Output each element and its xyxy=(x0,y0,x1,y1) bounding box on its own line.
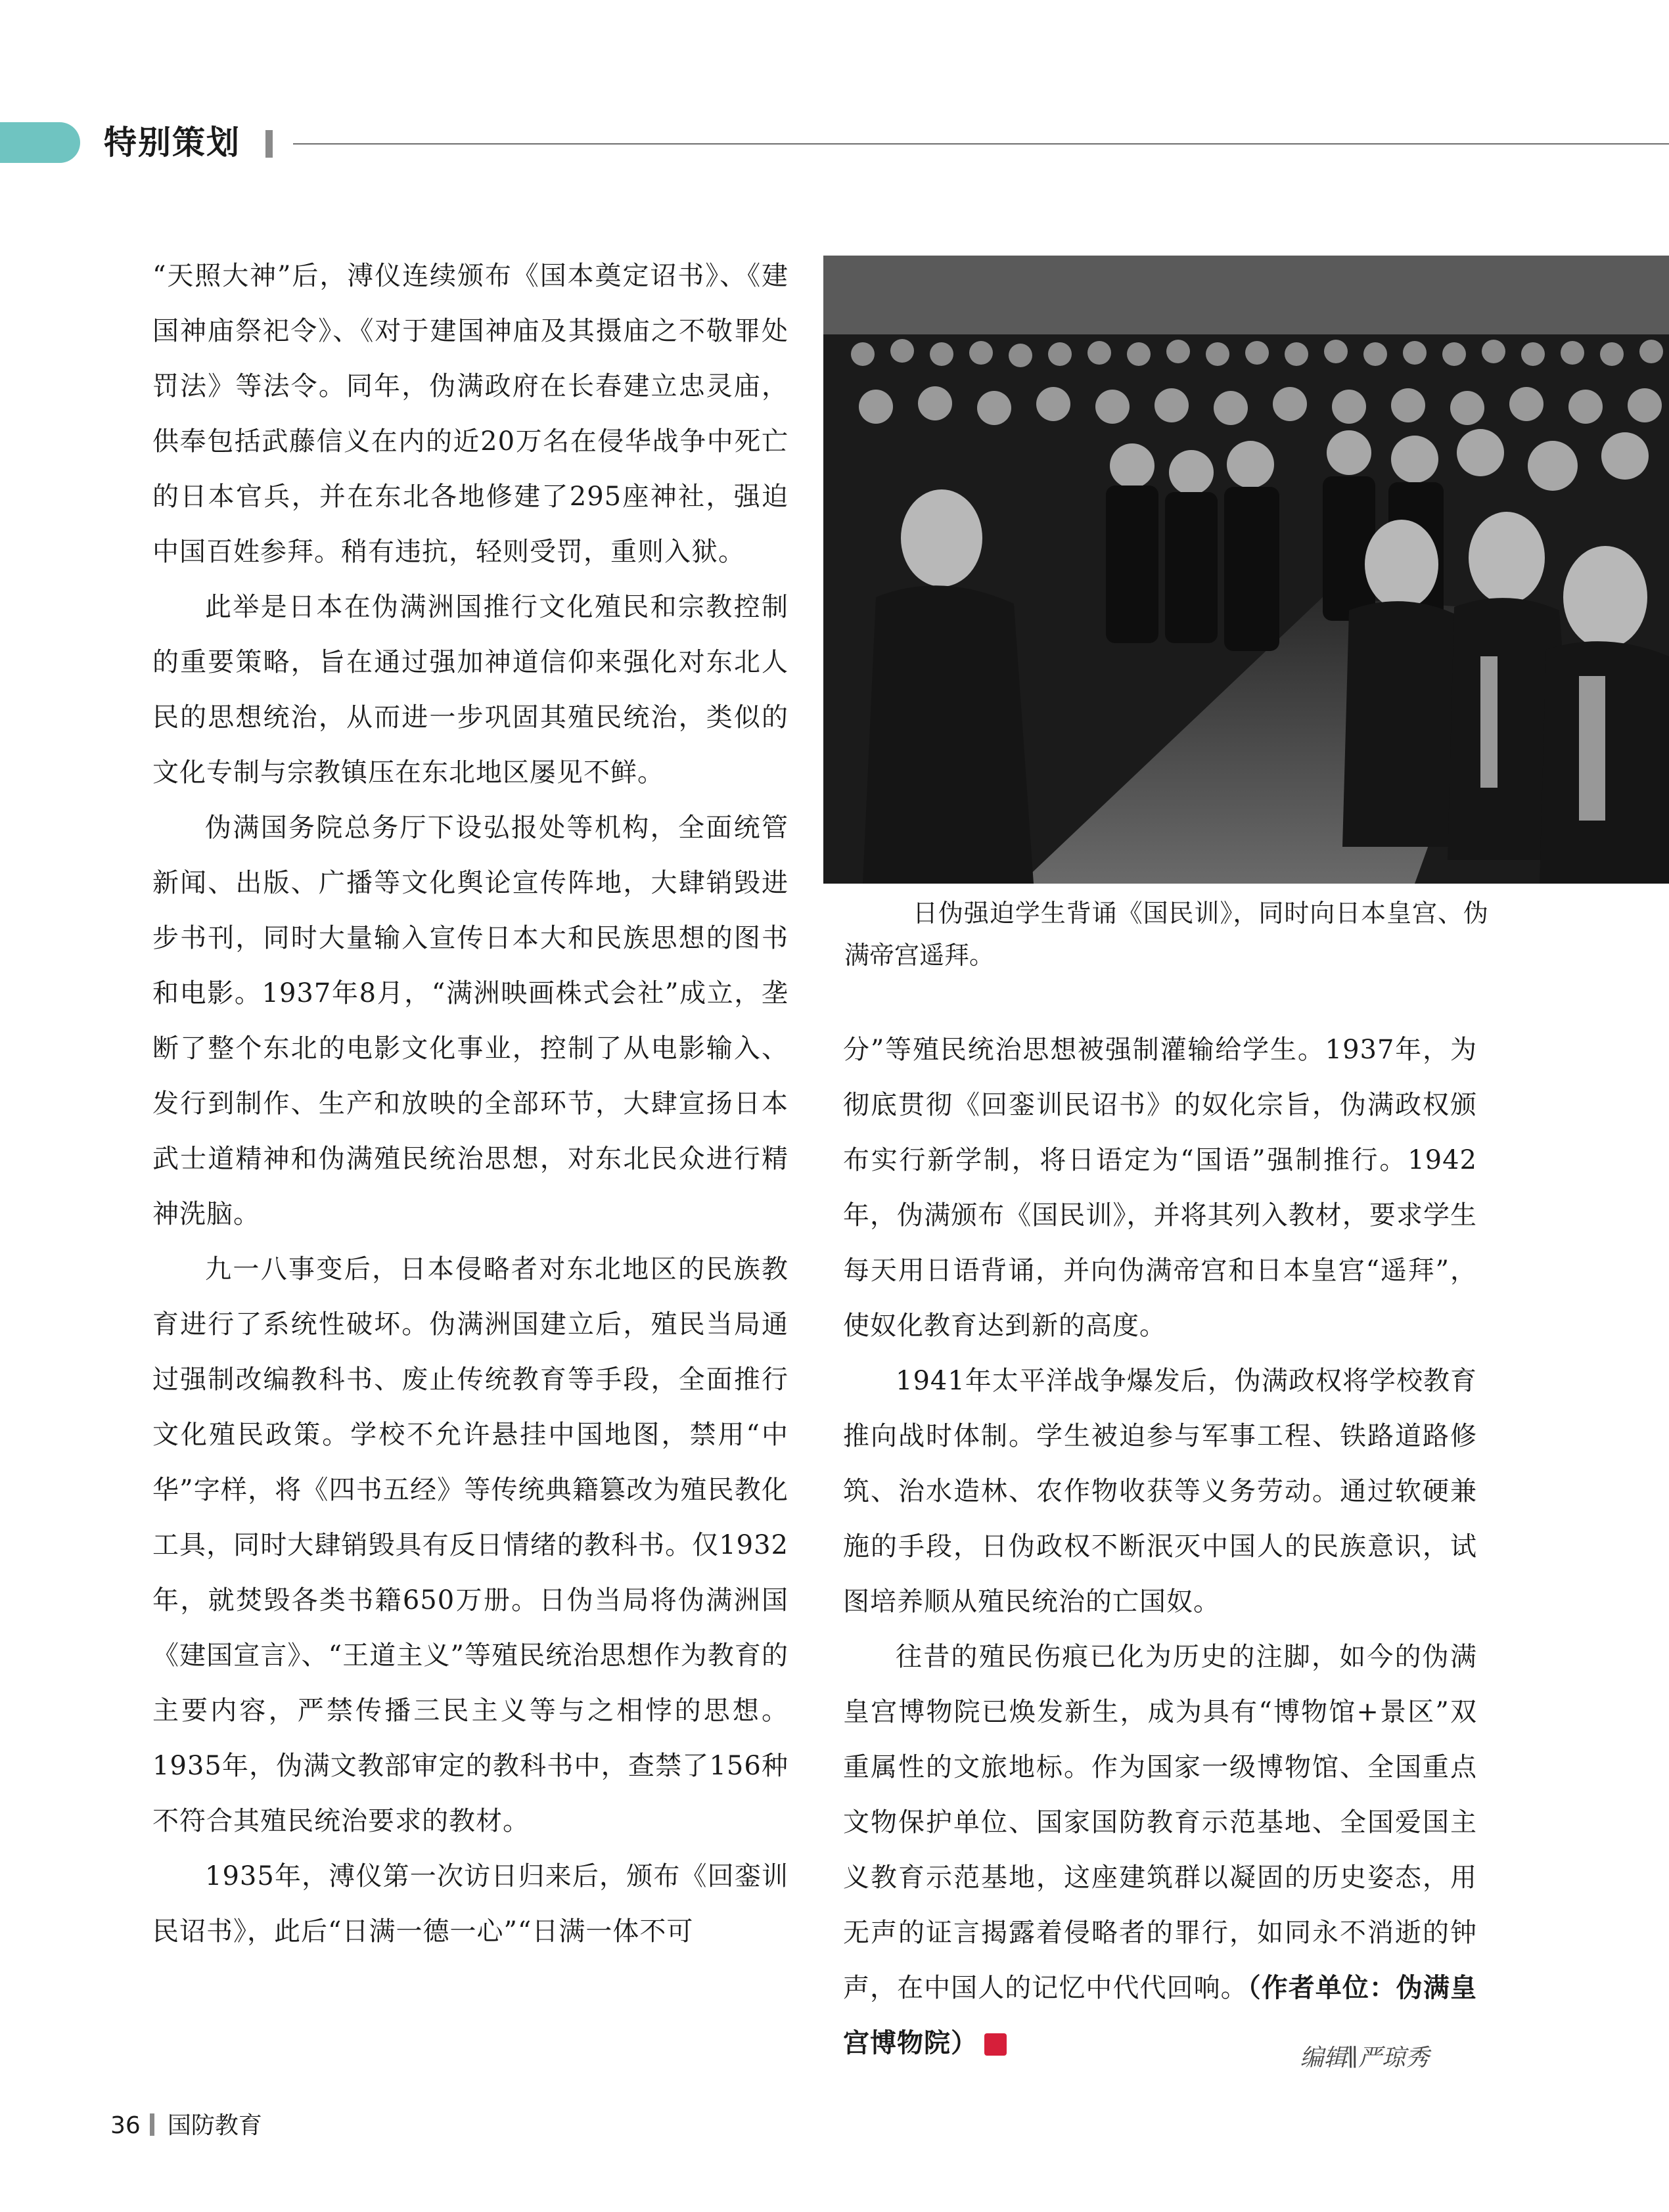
photo-illustration xyxy=(823,256,1669,884)
page-footer xyxy=(110,2108,262,2144)
paragraph: 1941年太平洋战争爆发后，伪满政权将学校教育推向战时体制。学生被迫参与军事工程、铁路道路修筑、治水造林、农作物收获等义务劳动。通过软硬兼施的手段，日伪政权不断泯灭中国人的民族意识，试图培养顺从殖民统治的亡国奴。 xyxy=(843,1366,1477,1617)
page-number: 36 xyxy=(110,2112,141,2139)
historical-photo-students xyxy=(823,256,1669,884)
right-column xyxy=(843,1022,1477,2071)
editor-credit: 编辑∥严琼秀 xyxy=(1300,2044,1429,2071)
paragraph: 1935年，溥仪第一次访日归来后，颁布《回銮训民诏书》，此后“日满一德一心”“日满一体不可 xyxy=(152,1861,789,1947)
footer-separator xyxy=(150,2113,154,2136)
caption-text: 日伪强迫学生背诵《国民训》，同时向日本皇宫、伪满帝宫遥拜。 xyxy=(844,899,1488,970)
paragraph: “天照大神”后，溥仪连续颁布《国本奠定诏书》、《建国神庙祭祀令》、《对于建国神庙及其摄庙之不敬罪处罚法》等法令。同年，伪满政府在长春建立忠灵庙，供奉包括武藤信义在内的近20万名在侵华战争中死亡的日本官兵，并在东北各地修建了295座神社，强迫中国百姓参拜。稍有违抗，轻则受罚，重则入狱。 xyxy=(152,261,789,567)
section-title: 特别策划 xyxy=(104,124,240,162)
paragraph-text: 往昔的殖民伤痕已化为历史的注脚，如今的伪满皇宫博物院已焕发新生，成为具有“博物馆+景区”双重属性的文旅地标。作为国家一级博物馆、全国重点文物保护单位、国家国防教育示范基地、全国爱国主义教育示范基地，这座建筑群以凝固的历史姿态，用无声的证言揭露着侵略者的罪行，如同永不消逝的钟声，在中国人的记忆中代代回响。 xyxy=(843,1642,1477,2003)
paragraph: 九一八事变后，日本侵略者对东北地区的民族教育进行了系统性破坏。伪满洲国建立后，殖民当局通过强制改编教科书、废止传统教育等手段，全面推行文化殖民政策。学校不允许悬挂中国地图，禁用“中华”字样，将《四书五经》等传统典籍篡改为殖民教化工具，同时大肆销毁具有反日情绪的教科书。仅1932年，就焚毁各类书籍650万册。日伪当局将伪满洲国《建国宣言》、“王道主义”等殖民统治思想作为教育的主要内容，严禁传播三民主义等与之相悖的思想。1935年，伪满文教部审定的教科书中，查禁了156种不符合其殖民统治要求的教材。 xyxy=(152,1254,789,1836)
paragraph: 伪满国务院总务厅下设弘报处等机构，全面统管新闻、出版、广播等文化舆论宣传阵地，大肆销毁进步书刊，同时大量输入宣传日本大和民族思想的图书和电影。1937年8月，“满洲映画株式会社”成立，垄断了整个东北的电影文化事业，控制了从电影输入、发行到制作、生产和放映的全部环节，大肆宣扬日本武士道精神和伪满殖民统治思想，对东北民众进行精神洗脑。 xyxy=(152,813,789,1229)
paragraph xyxy=(843,1629,1477,2071)
magazine-name: 国防教育 xyxy=(167,2112,262,2139)
paragraph: 分”等殖民统治思想被强制灌输给学生。1937年，为彻底贯彻《回銮训民诏书》的奴化宗旨，伪满政权颁布实行新学制，将日语定为“国语”强制推行。1942年，伪满颁布《国民训》，并将其列入教材，要求学生每天用日语背诵，并向伪满帝宫和日本皇宫“遥拜”，使奴化教育达到新的高度。 xyxy=(843,1035,1477,1341)
paragraph: 此举是日本在伪满洲国推行文化殖民和宗教控制的重要策略，旨在通过强加神道信仰来强化对东北人民的思想统治，从而进一步巩固其殖民统治，类似的文化专制与宗教镇压在东北地区屡见不鲜。 xyxy=(152,592,789,788)
end-mark-icon: G xyxy=(984,2033,1007,2056)
title-divider-bar xyxy=(265,130,273,158)
header-accent-tab xyxy=(0,122,80,163)
header-rule xyxy=(293,143,1669,145)
author-affiliation: （作者单位：伪满皇宫博物院） xyxy=(843,1973,1478,2058)
photo-caption xyxy=(844,892,1488,976)
left-column xyxy=(152,248,789,1959)
